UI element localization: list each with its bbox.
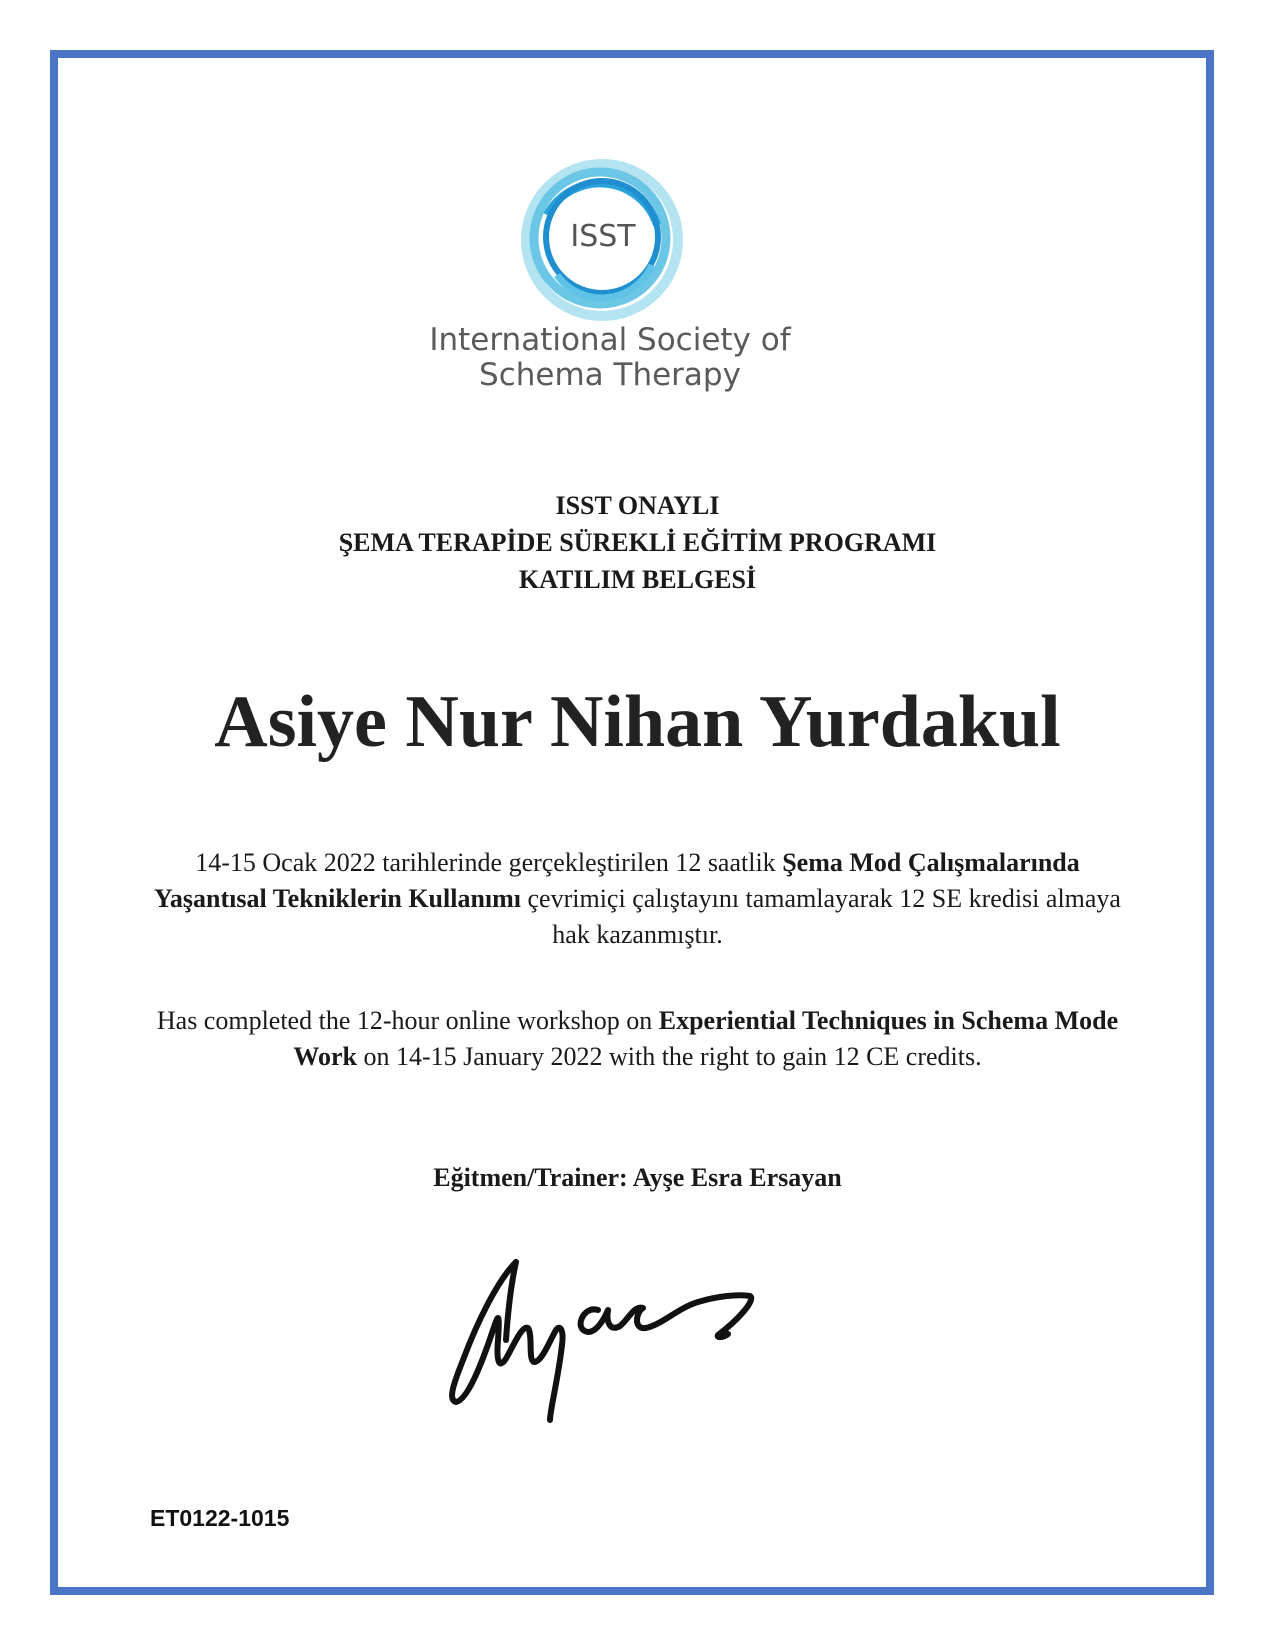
- turkish-text-part1: 14-15 Ocak 2022 tarihlerinde gerçekleştirilen 12 saatlik: [195, 848, 783, 877]
- turkish-description: [140, 845, 1135, 953]
- turkish-workshop-title: Şema Mod Çalışmalarında Yaşantısal Tekniklerin Kullanımı: [154, 848, 1080, 913]
- english-description: [140, 1003, 1135, 1075]
- turkish-text-part2: çevrimiçi çalıştayını tamamlayarak 12 SE kredisi almaya hak kazanmıştır.: [521, 884, 1121, 949]
- english-workshop-title: Experiential Techniques in Schema Mode Work: [293, 1006, 1119, 1071]
- english-text-part1: Has completed the 12-hour online workshop on: [156, 1006, 659, 1035]
- organization-name-line1: International Society of: [429, 322, 791, 358]
- trainer-label: Eğitmen/Trainer: Ayşe Esra Ersayan: [433, 1163, 842, 1192]
- certificate-id: ET0122-1015: [150, 1505, 290, 1531]
- organization-name-line2: Schema Therapy: [479, 357, 741, 393]
- recipient-name: Asiye Nur Nihan Yurdakul: [214, 681, 1061, 763]
- heading-line2: ŞEMA TERAPİDE SÜREKLİ EĞİTİM PROGRAMI: [338, 528, 937, 557]
- isst-logo-icon: [517, 155, 687, 325]
- english-text-part2: on 14-15 January 2022 with the right to gain 12 CE credits.: [356, 1042, 982, 1071]
- heading-line3: KATILIM BELGESİ: [518, 565, 757, 594]
- heading-line1: ISST ONAYLI: [555, 491, 720, 520]
- signature-icon: [438, 1250, 798, 1450]
- logo-acronym: ISST: [570, 219, 636, 254]
